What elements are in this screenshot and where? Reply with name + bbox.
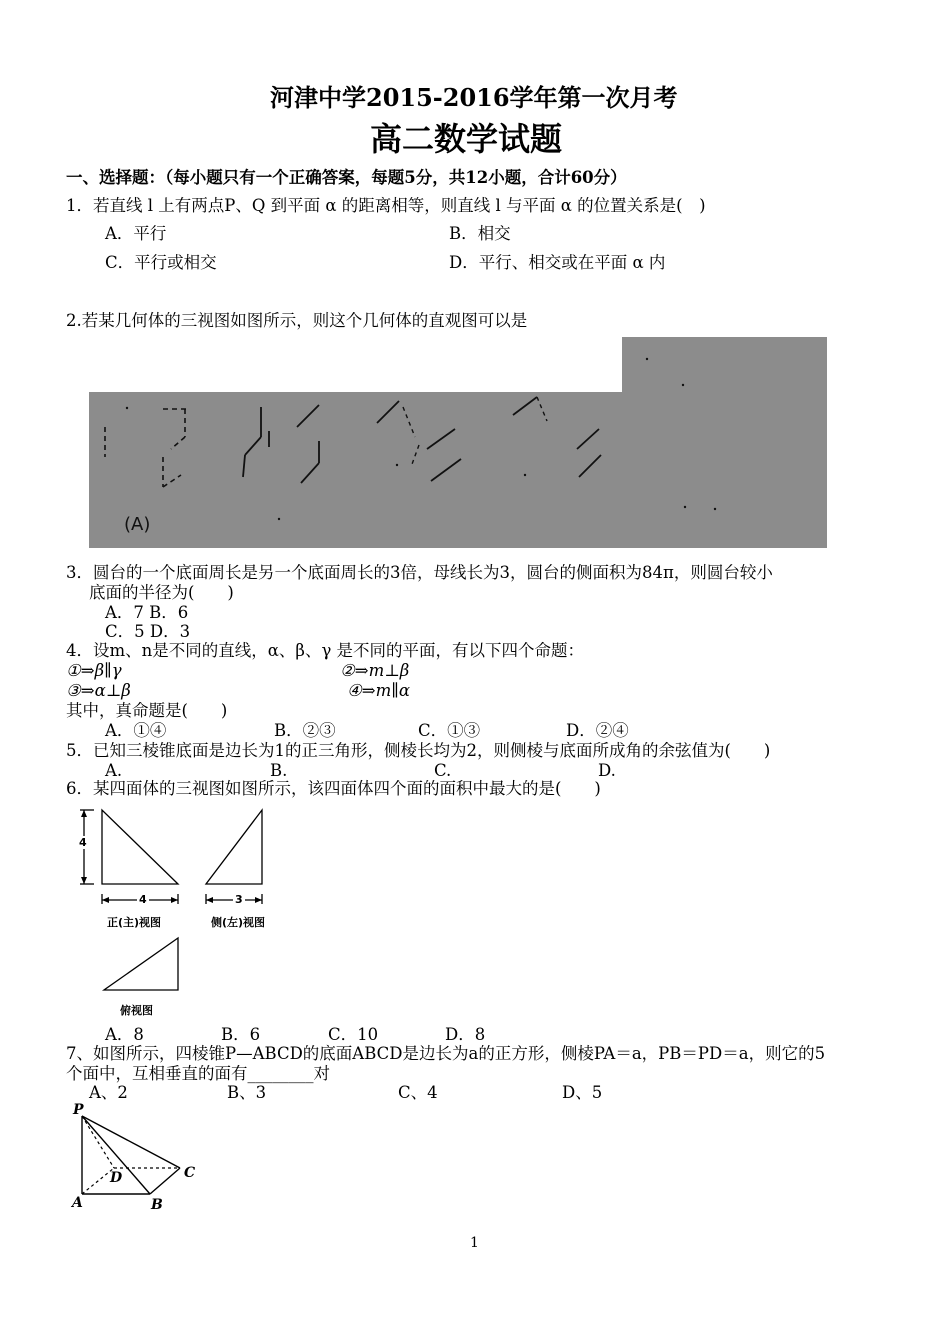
question-1-option-c: C．平行或相交 xyxy=(105,253,217,272)
dimension-side-width-label: 3 xyxy=(235,893,243,906)
question-1-option-a: A．平行 xyxy=(105,224,167,243)
question-1-stem: 1．若直线 l 上有两点P、Q 到平面 α 的距离相等，则直线 l 与平面 α 的位置关系是( ) xyxy=(66,196,706,215)
question-3-stem-line1: 3．圆台的一个底面周长是另一个底面周长的3倍，母线长为3，圆台的侧面积为84π，则圆台较小 xyxy=(66,563,773,582)
school-exam-line: 河津中学2015-2016学年第一次月考 xyxy=(270,83,678,112)
question-4-proposition-1: ①⇒β∥γ xyxy=(66,661,122,680)
question-7-stem-line2: 个面中，互相垂直的面有________对 xyxy=(66,1064,330,1083)
question-3-options-cd: C．5 D．3 xyxy=(105,622,191,641)
point-label-p: P xyxy=(73,1102,84,1118)
question-6-option-c: C．10 xyxy=(328,1025,379,1044)
question-4-proposition-4: ④⇒m∥α xyxy=(347,681,411,700)
question-4-proposition-2: ②⇒m⊥β xyxy=(340,661,410,680)
question-4-option-a: A．①④ xyxy=(105,721,167,740)
question-7-option-d: D、5 xyxy=(562,1083,603,1102)
section-heading: 一、选择题：（每小题只有一个正确答案，每题5分，共12小题，合计60分） xyxy=(66,168,627,187)
question-5-stem: 5．已知三棱锥底面是边长为1的正三角形，侧棱长均为2，则侧棱与底面所成角的余弦值为( ) xyxy=(66,741,771,760)
question-2-figure-label: (A) xyxy=(124,514,151,535)
question-4-option-d: D．②④ xyxy=(566,721,629,740)
question-6-three-views xyxy=(70,804,290,1019)
question-5-option-d: D. xyxy=(598,761,616,780)
question-2-figure-sketch xyxy=(89,337,827,548)
dimension-height-label: 4 xyxy=(79,836,87,849)
question-6-option-a: A．8 xyxy=(105,1025,144,1044)
question-7-option-a: A、2 xyxy=(89,1083,128,1102)
front-view-label: 正(主)视图 xyxy=(107,916,162,929)
question-6-option-b: B．6 xyxy=(221,1025,261,1044)
dimension-front-width-label: 4 xyxy=(139,893,147,906)
question-4-proposition-3: ③⇒α⊥β xyxy=(66,681,131,700)
question-7-pyramid-figure xyxy=(70,1104,210,1214)
question-6-stem: 6．某四面体的三视图如图所示，该四面体四个面的面积中最大的是( ) xyxy=(66,779,601,798)
point-label-d: D xyxy=(110,1170,123,1186)
question-5-option-b: B. xyxy=(270,761,288,780)
top-view-label: 俯视图 xyxy=(120,1004,153,1017)
question-5-option-c: C. xyxy=(434,761,452,780)
question-7-option-c: C、4 xyxy=(398,1083,438,1102)
question-5-option-a: A. xyxy=(105,761,123,780)
question-2-stem: 2.若某几何体的三视图如图所示，则这个几何体的直观图可以是 xyxy=(66,311,528,330)
exam-title: 高二数学试题 xyxy=(370,120,563,158)
question-4-option-b: B．②③ xyxy=(274,721,336,740)
question-4-option-c: C．①③ xyxy=(418,721,481,740)
point-label-a: A xyxy=(72,1195,83,1211)
point-label-b: B xyxy=(151,1197,163,1213)
question-7-stem-line1: 7、如图所示，四棱锥P—ABCD的底面ABCD是边长为a的正方形，侧棱PA＝a，PB＝PD＝a，则它的5 xyxy=(66,1044,826,1063)
side-view-label: 侧(左)视图 xyxy=(211,916,266,929)
question-3-stem-line2: 底面的半径为( ) xyxy=(89,583,234,602)
question-1-option-b: B．相交 xyxy=(449,224,511,243)
page-number: 1 xyxy=(470,1235,479,1251)
question-4-ask: 其中，真命题是( ) xyxy=(66,701,228,720)
question-1-option-d: D．平行、相交或在平面 α 内 xyxy=(449,253,666,272)
question-3-options-ab: A．7 B．6 xyxy=(105,603,189,622)
question-6-option-d: D．8 xyxy=(445,1025,486,1044)
question-7-option-b: B、3 xyxy=(227,1083,267,1102)
question-4-stem: 4．设m、n是不同的直线，α、β、γ 是不同的平面，有以下四个命题： xyxy=(66,641,585,660)
point-label-c: C xyxy=(184,1165,196,1181)
